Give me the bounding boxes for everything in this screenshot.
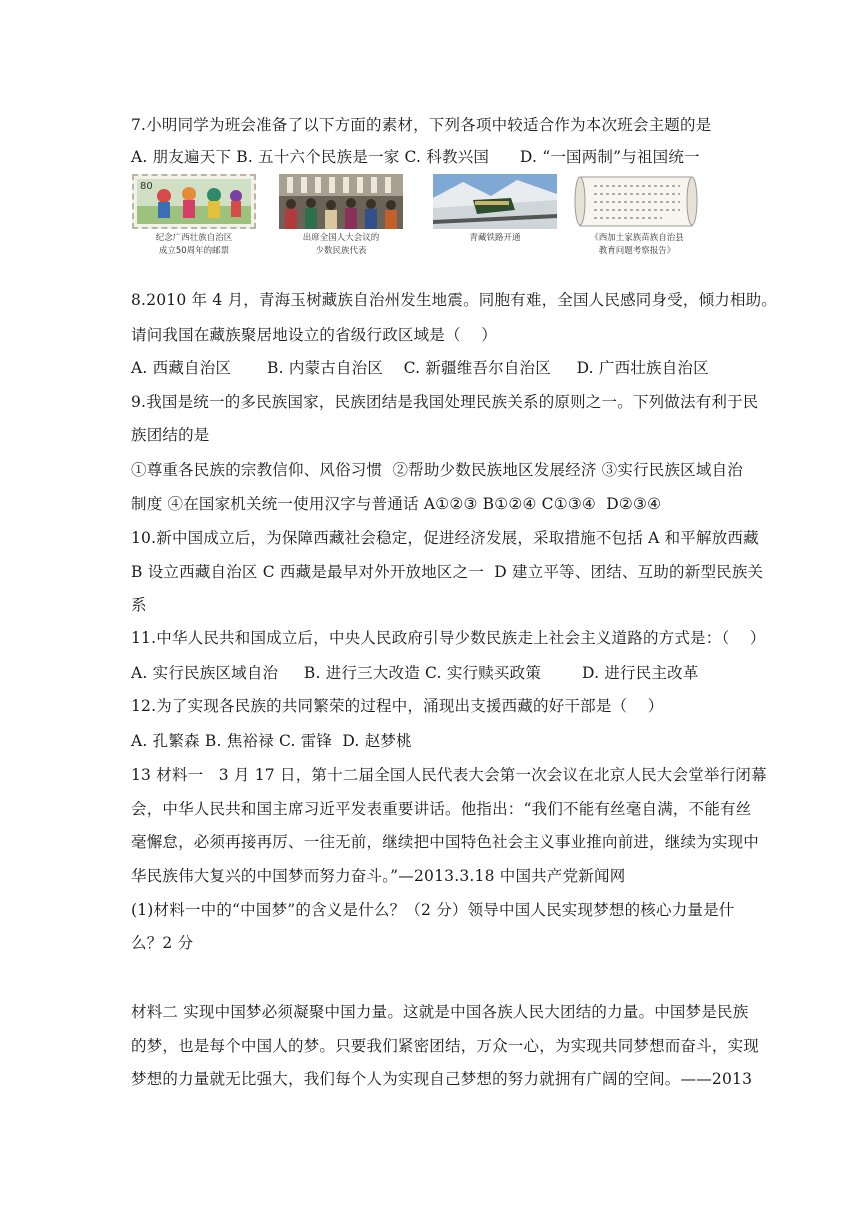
question-12-prompt: 12.为了实现各民族的共同繁荣的过程中，涌现出支援西藏的好干部是（ ） — [131, 697, 664, 715]
image-caption: 出席全国人大会议的 — [302, 233, 380, 243]
question-13-material-1: 13 材料一 3 月 17 日，第十二届全国人民代表大会第一次会议在北京人民大会堂举行闭幕 — [131, 766, 767, 784]
question-10-prompt: 系 — [131, 596, 147, 614]
question-13-sub-1: (1)材料一中的“中国梦”的含义是什么？（2 分）领导中国人民实现梦想的核心力量是什 — [131, 901, 735, 919]
image-caption: 《西加土家族苗族自治县 — [590, 233, 684, 243]
question-13-sub-1: 么？2 分 — [131, 934, 194, 952]
question-7-images — [132, 174, 702, 260]
question-9-items: ①尊重各民族的宗教信仰、风俗习惯 ②帮助少数民族地区发展经济 ③实行民族区域自治 — [131, 461, 743, 479]
question-8-options: A. 西藏自治区 B. 内蒙古自治区 C. 新疆维吾尔自治区 D. 广西壮族自治区 — [131, 359, 709, 377]
question-9-prompt: 9.我国是统一的多民族国家，民族团结是我国处理民族关系的原则之一。下列做法有利于民 — [131, 393, 759, 411]
report-scroll-image — [572, 174, 702, 260]
question-13-material-1: 华民族伟大复兴的中国梦而努力奋斗。”—2013.3.18 中国共产党新闻网 — [131, 867, 626, 885]
question-13-material-1: 毫懈怠，必须再接再厉、一往无前，继续把中国特色社会主义事业推向前进，继续为实现中 — [131, 833, 760, 851]
question-7-prompt: 7.小明同学为班会准备了以下方面的素材，下列各项中较适合作为本次班会主题的是 — [131, 116, 712, 134]
question-10-prompt: 10.新中国成立后，为保障西藏社会稳定，促进经济发展，采取措施不包括 A 和平解放西藏 — [131, 529, 759, 547]
question-13-material-2: 梦想的力量就无比强大，我们每个人为实现自己梦想的努力就拥有广阔的空间。——2013 — [131, 1070, 753, 1088]
question-13-material-2: 材料二 实现中国梦必须凝聚中国力量。这就是中国各族人民大团结的力量。中国梦是民族 — [131, 1003, 749, 1021]
question-9-prompt: 族团结的是 — [131, 426, 210, 444]
question-10-prompt: B 设立西藏自治区 C 西藏是最早对外开放地区之一 D 建立平等、团结、互助的新型民族关 — [131, 563, 764, 581]
question-8-prompt: 8.2010 年 4 月，青海玉树藏族自治州发生地震。同胞有难，全国人民感同身受，倾力相助。 — [131, 291, 778, 309]
question-11-prompt: 11.中华人民共和国成立后，中央人民政府引导少数民族走上社会主义道路的方式是：（ ） — [131, 629, 766, 647]
question-11-options: A. 实行民族区域自治 B. 进行三大改造 C. 实行赎买政策 D. 进行民主改革 — [131, 664, 699, 682]
delegates-photo — [279, 174, 403, 260]
stamp-value: 80 — [140, 181, 153, 192]
stamp-image — [132, 174, 256, 260]
question-8-prompt: 请问我国在藏族聚居地设立的省级行政区域是（ ） — [131, 326, 497, 344]
image-caption: 青藏铁路开通 — [469, 233, 521, 243]
question-13-material-1: 会，中华人民共和国主席习近平发表重要讲话。他指出：“我们不能有丝毫自满，不能有丝 — [131, 800, 752, 818]
image-caption: 成立50周年的邮票 — [158, 246, 230, 256]
image-caption: 教育问题考察报告》 — [598, 246, 676, 256]
railway-photo — [433, 174, 557, 260]
question-9-items: 制度 ④在国家机关统一使用汉字与普通话 A①②③ B①②④ C①③④ D②③④ — [131, 495, 662, 513]
question-13-material-2: 的梦，也是每个中国人的梦。只要我们紧密团结，万众一心，为实现共同梦想而奋斗，实现 — [131, 1037, 760, 1055]
question-7-options: A. 朋友遍天下 B. 五十六个民族是一家 C. 科教兴国 D. “一国两制”与祖国统一 — [131, 148, 700, 166]
image-caption: 纪念广西壮族自治区 — [155, 233, 233, 243]
image-caption: 少数民族代表 — [315, 246, 367, 256]
question-12-options: A. 孔繁森 B. 焦裕禄 C. 雷锋 D. 赵梦桃 — [131, 732, 412, 750]
